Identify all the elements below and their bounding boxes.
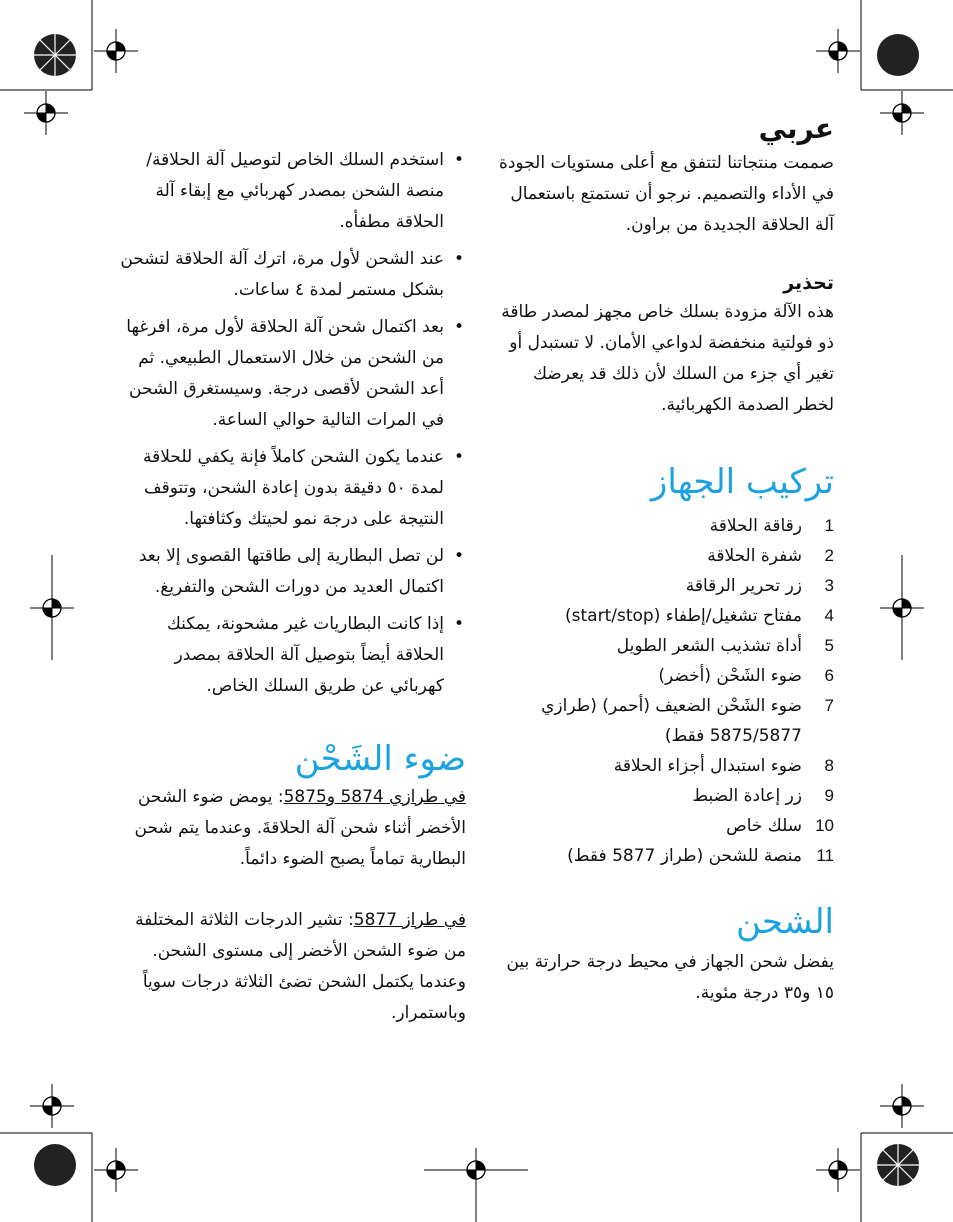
list-item: 4 مفتاح تشغيل/إطفاء (start/stop) xyxy=(565,606,834,626)
list-item: 3 زر تحرير الرقاقة xyxy=(685,576,834,596)
list-item: 5 أداة تشذيب الشعر الطويل xyxy=(616,636,834,656)
left-column xyxy=(118,145,466,1029)
list-item: • استخدم السلك الخاص لتوصيل آلة الحلاقة/ منصة الشحن بمصدر كهربائي مع إبقاء آلة الحلاقة مطفأه. xyxy=(146,150,464,232)
model-label: في طراز 5877 xyxy=(353,910,466,930)
list-item: 2 شفرة الحلاقة xyxy=(707,546,834,566)
list-item: 7 ضوء الشَحْن الضعيف (أحمر) (طرازي 5875/5877 فقط) xyxy=(541,696,834,746)
list-item: 6 ضوء الشَحْن (أخضر) xyxy=(658,666,834,686)
list-item: 10 سلك خاص xyxy=(726,816,834,836)
model-label: في طرازي 5874 و5875 xyxy=(283,787,466,807)
charging-light-paragraph-1: في طرازي 5874 و5875: يومض ضوء الشحن الأخضر أثناء شحن آلة الحلاقةَ. وعندما يتم شحن البطارية تماماً يصبح الضوء دائماً. xyxy=(134,787,466,869)
list-item: • لن تصل البطارية إلى طاقتها القصوى إلا بعد اكتمال العديد من دورات الشحن والتفريغ. xyxy=(138,546,464,597)
charging-light-heading: ضوء الشَحْن xyxy=(294,739,466,779)
list-item: 9 زر إعادة الضبط xyxy=(692,786,834,806)
charging-paragraph: يفضل شحن الجهاز في محيط درجة حرارتة بين ١٥ و٣٥ درجة مئوية. xyxy=(506,952,834,1003)
language-heading: عربي xyxy=(758,112,834,145)
list-item: 1 رقاقة الحلاقة xyxy=(709,516,834,536)
list-item: 8 ضوء استبدال أجزاء الحلاقة xyxy=(613,756,834,776)
warning-paragraph: هذه الآلة مزودة بسلك خاص مجهز لمصدر طاقة ذو فولتية منخفضة لدواعي الأمان. لا تستبدل أو تغير أي جزء من السلك لأن ذلك قد يعرضك لخطر الصدمة الكهربائية. xyxy=(501,302,834,415)
parts-heading: تركيب الجهاز xyxy=(650,462,834,502)
charging-heading: الشحن xyxy=(736,902,834,942)
list-item: • عند الشحن لأول مرة، اترك آلة الحلاقة لتشحن بشكل مستمر لمدة ٤ ساعات. xyxy=(120,249,464,300)
list-item: 11 منصة للشحن (طراز 5877 فقط) xyxy=(567,846,834,866)
intro-paragraph: صممت منتجاتنا لتتفق مع أعلى مستويات الجودة في الأداء والتصميم. نرجو أن تستمتع باستعمال آلة الحلاقة الجديدة من براون. xyxy=(498,153,834,235)
list-item: • عندما يكون الشحن كاملاً فإنة يكفي للحلاقة لمدة ٥٠ دقيقة بدون إعادة الشحن، وتتوقف النتيجة على درجة نمو لحيتك وكثافتها. xyxy=(142,447,464,529)
charging-instructions-list xyxy=(118,145,466,702)
charging-light-paragraph-2: في طراز 5877: تشير الدرجات الثلاثة المختلفة من ضوء الشحن الأخضر إلى مستوى الشحن. وعندما يكتمل الشحن تضئ الثلاثة درجات سوياً وباستمرار. xyxy=(135,910,466,1023)
list-item: • إذا كانت البطاريات غير مشحونة، يمكنك الحلاقة أيضاً بتوصيل آلة الحلاقة بمصدر كهربائي عن طريق السلك الخاص. xyxy=(166,614,464,696)
warning-heading: تحذير xyxy=(783,272,834,294)
parts-list xyxy=(490,511,834,871)
list-item: • بعد اكتمال شحن آلة الحلاقة لأول مرة، افرغها من الشحن من خلال الاستعمال الطبيعي. ثم أعد الشحن لأقصى درجة. وسيستغرق الشحن في المرات التالية حوالي الساعة. xyxy=(126,317,464,430)
right-column xyxy=(490,112,834,1009)
